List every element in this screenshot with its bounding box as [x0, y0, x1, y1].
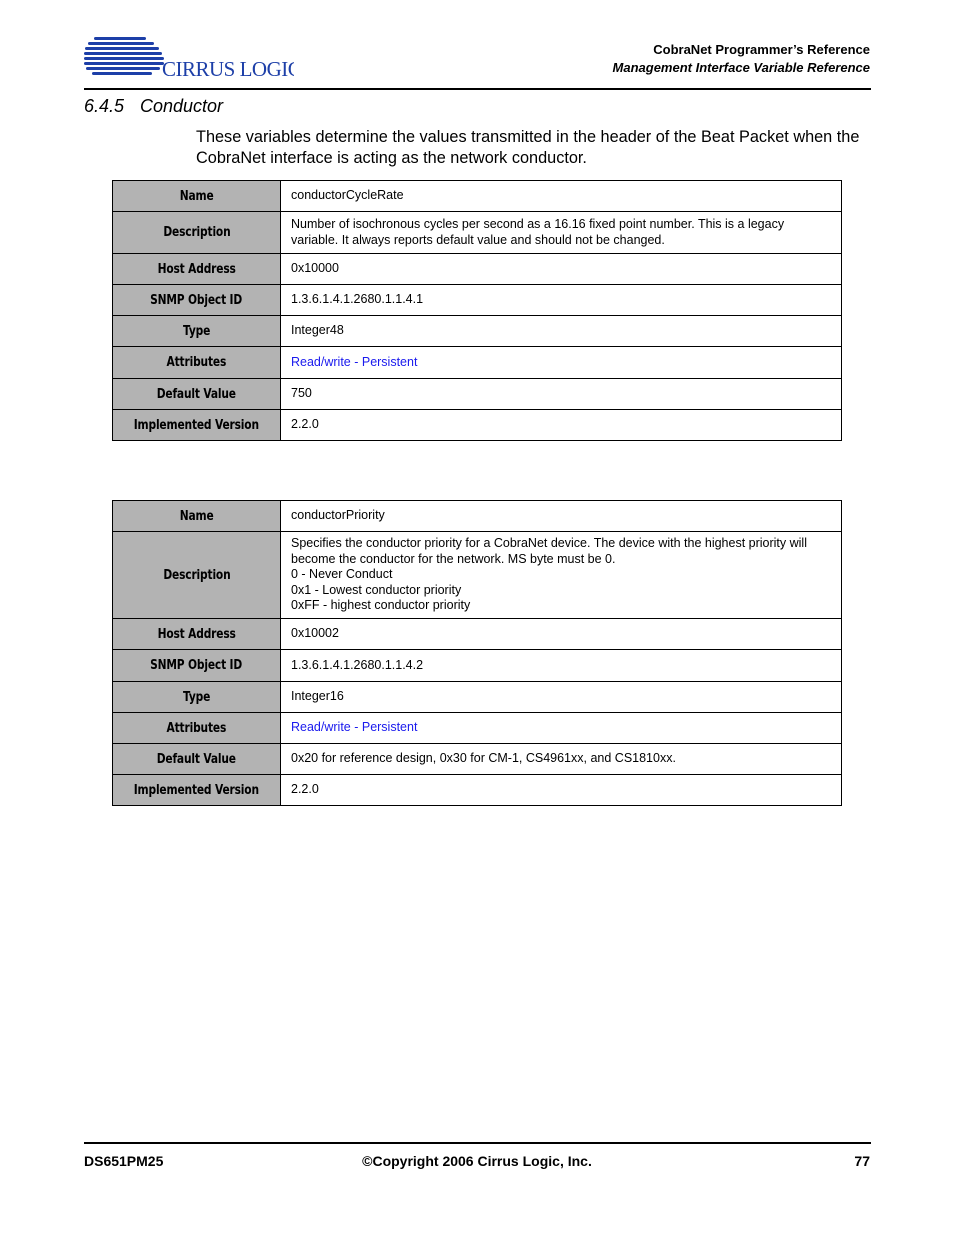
section-number: 6.4.5 — [84, 96, 125, 116]
row-value — [281, 212, 842, 254]
description-line: 0x1 - Lowest conductor priority — [291, 582, 462, 597]
header-subtitle: Management Interface Variable Reference — [612, 60, 870, 75]
table-row — [113, 410, 842, 441]
footer-page-number: 77 — [854, 1153, 870, 1169]
row-label: Description — [113, 212, 281, 254]
attributes-link[interactable]: Read/write - Persistent — [281, 347, 842, 379]
variable-table-conductor-cycle-rate — [112, 180, 842, 441]
row-value: conductorPriority — [281, 501, 842, 532]
table-row — [113, 713, 842, 744]
row-label: Implemented Version — [113, 775, 281, 806]
row-value: Integer48 — [281, 316, 842, 347]
row-label: Attributes — [113, 347, 281, 379]
row-value: 0x10000 — [281, 254, 842, 285]
row-label: Default Value — [113, 379, 281, 410]
cirrus-logic-logo-graphic — [84, 34, 294, 82]
table-row — [113, 775, 842, 806]
row-value: 2.2.0 — [281, 775, 842, 806]
row-label: Attributes — [113, 713, 281, 744]
row-label: Name — [113, 501, 281, 532]
row-label: Default Value — [113, 744, 281, 775]
table-row — [113, 619, 842, 650]
attributes-link[interactable]: Read/write - Persistent — [281, 713, 842, 744]
row-label: SNMP Object ID — [113, 650, 281, 682]
running-header — [613, 41, 870, 77]
description-line: Number of isochronous cycles per second as a 16.16 fixed point number. This is a legacy variable. It always reports default value and should not be changed. — [291, 217, 785, 247]
table-row — [113, 501, 842, 532]
table-row — [113, 532, 842, 619]
row-label: Description — [113, 532, 281, 619]
row-value: 0x20 for reference design, 0x30 for CM-1, CS4961xx, and CS1810xx. — [281, 744, 842, 775]
table-row — [113, 347, 842, 379]
row-value: 750 — [281, 379, 842, 410]
row-value: 1.3.6.1.4.1.2680.1.1.4.1 — [281, 285, 842, 316]
table-row — [113, 181, 842, 212]
footer-rule — [84, 1142, 871, 1144]
row-value: Integer16 — [281, 682, 842, 713]
header-rule — [84, 88, 871, 90]
row-value: 1.3.6.1.4.1.2680.1.1.4.2 — [281, 650, 842, 682]
variable-table-conductor-priority — [112, 500, 842, 806]
section-intro: These variables determine the values transmitted in the header of the Beat Packet when the CobraNet interface is acting as the network conductor. — [196, 128, 860, 167]
row-value: conductorCycleRate — [281, 181, 842, 212]
section-title: Conductor — [140, 96, 224, 116]
row-value: 0x10002 — [281, 619, 842, 650]
row-value: 2.2.0 — [281, 410, 842, 441]
table-row — [113, 212, 842, 254]
table-row — [113, 682, 842, 713]
description-line: 0 - Never Conduct — [291, 567, 393, 582]
logo-wordmark: CIRRUS LOGIC — [162, 57, 294, 81]
cirrus-logic-logo — [84, 34, 294, 82]
row-label: Implemented Version — [113, 410, 281, 441]
table-row — [113, 316, 842, 347]
footer-doc-id: DS651PM25 — [84, 1153, 164, 1169]
table-row — [113, 285, 842, 316]
description-line: 0xFF - highest conductor priority — [291, 598, 471, 613]
row-label: Type — [113, 682, 281, 713]
row-label: SNMP Object ID — [113, 285, 281, 316]
row-label: Host Address — [113, 619, 281, 650]
row-label: Host Address — [113, 254, 281, 285]
section-heading — [84, 96, 223, 117]
row-label: Name — [113, 181, 281, 212]
description-line: Specifies the conductor priority for a CobraNet device. The device with the highest priority will become the conductor for the network. MS byte must be 0. — [291, 536, 807, 566]
table-row — [113, 650, 842, 682]
header-title: CobraNet Programmer’s Reference — [653, 42, 870, 57]
table-row — [113, 379, 842, 410]
table-row — [113, 254, 842, 285]
row-value — [281, 532, 842, 619]
footer-copyright: ©Copyright 2006 Cirrus Logic, Inc. — [362, 1153, 592, 1169]
table-row — [113, 744, 842, 775]
row-label: Type — [113, 316, 281, 347]
